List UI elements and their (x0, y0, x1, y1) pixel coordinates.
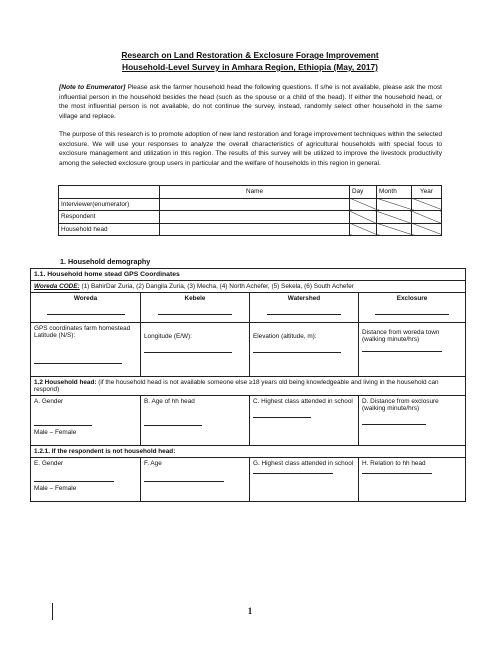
elevation-input[interactable] (253, 352, 341, 353)
header-day: Day (350, 186, 377, 199)
resp-age-label: F. Age (144, 460, 162, 467)
watershed-input[interactable] (267, 314, 341, 315)
hh-head-text: (if the household head is not available someone else ≥18 years old being knowledgeable and living in the household can respond) (34, 379, 439, 393)
resp-gender-cell (31, 458, 141, 502)
longitude-cell (141, 323, 250, 377)
interview-table (58, 185, 442, 236)
kebele-header: Kebele (184, 295, 206, 302)
hh-head-label: 1.2 Household head: (34, 379, 97, 386)
name-field[interactable] (160, 198, 350, 211)
age-label: B. Age of hh head (144, 398, 195, 405)
header-year: Year (412, 186, 442, 199)
distance-exclosure-label: D. Distance from exclosure (walking minute/hrs) (362, 398, 439, 412)
woreda-header: Woreda (73, 295, 98, 302)
elevation-cell (250, 323, 359, 377)
latitude-label: GPS coordinates farm homestead Latitude (N/S): (34, 325, 131, 339)
relation-input[interactable] (362, 473, 432, 474)
class-input[interactable] (253, 417, 311, 418)
distance-exclosure-cell (359, 396, 466, 446)
section-1-heading: 1. Household demography (60, 257, 151, 266)
note-text: Please ask the farmer household head the following questions. If s/he is not available, please ask the most influential person in the household besides the head (such as the spouse or a child of the head). If either the household head, or the most influential person is not available, do not continue the survey, instead, randomly select other household in the same village and replace. (59, 84, 443, 120)
interview-row-interviewer (59, 198, 442, 211)
age-cell (141, 396, 250, 446)
note-label: [Note to Enumerator] (59, 84, 126, 91)
page-number: 1 (247, 606, 253, 616)
distance-exclosure-input[interactable] (362, 424, 426, 425)
respondent-title: 1.2.1. If the respondent is not household head: (31, 446, 466, 458)
kebele-input[interactable] (158, 314, 232, 315)
title-line-2: Household-Level Survey in Amhara Region, Ethiopia (May, 2017) (122, 62, 378, 72)
woreda-cell (31, 293, 141, 323)
hh-head-row (31, 377, 466, 396)
row-label: Household head (59, 223, 160, 236)
distance-town-cell (359, 323, 466, 377)
woreda-code-text: (1) BahirDar Zuria, (2) Dangila Zuria, (3) Mecha, (4) North Achefer, (5) Sekela, (6) South Achefer (79, 283, 354, 290)
gender-input[interactable] (34, 425, 92, 426)
gender-cell (31, 396, 141, 446)
row-label: Interviewer(enumerator) (59, 198, 160, 211)
resp-age-cell (141, 458, 250, 502)
watershed-header: Watershed (287, 295, 321, 302)
longitude-input[interactable] (144, 352, 232, 353)
header-month: Month (377, 186, 412, 199)
male-female-option[interactable]: Male – Female (34, 429, 77, 436)
interview-row-household-head (59, 223, 442, 236)
relation-cell (359, 458, 466, 502)
male-female-option-2[interactable]: Male – Female (34, 485, 77, 492)
month-field[interactable] (377, 223, 412, 236)
exclosure-header: Exclosure (396, 295, 428, 302)
resp-gender-input[interactable] (34, 481, 114, 482)
age-input[interactable] (144, 425, 202, 426)
resp-gender-label: E. Gender (34, 460, 64, 467)
header-blank (59, 186, 160, 199)
kebele-cell (141, 293, 250, 323)
title-line-1: Research on Land Restoration & Exclosure Forage Improvement (121, 50, 379, 60)
day-field[interactable] (350, 211, 377, 224)
gender-label: A. Gender (34, 398, 64, 405)
resp-class-cell (250, 458, 359, 502)
resp-class-input[interactable] (253, 473, 333, 474)
exclosure-cell (359, 293, 466, 323)
day-field[interactable] (350, 223, 377, 236)
longitude-label: Longitude (E/W): (144, 333, 192, 340)
interview-header-row (59, 186, 442, 199)
distance-town-label: Distance from woreda town (walking minute/hrs) (362, 329, 440, 343)
enumerator-note (59, 83, 442, 121)
woreda-input[interactable] (47, 314, 125, 315)
relation-label: H. Relation to hh head (362, 460, 426, 467)
resp-class-label: G. Highest class attended in school (253, 460, 354, 467)
distance-town-input[interactable] (362, 351, 442, 352)
year-field[interactable] (412, 198, 442, 211)
latitude-input[interactable] (34, 363, 122, 364)
name-field[interactable] (160, 211, 350, 224)
purpose-paragraph: The purpose of this research is to promote adoption of new land restoration and forage improvement techniques within the selected exclosure. We will use your responses to analyze the overall characteristics of agricultural households with special focus to exclosure management and utilization in this region. The results of this survey will be utilized to improve the livestock productivity among the selected exclosure group users in particular and the welfare of households in this region in general. (59, 131, 442, 167)
watershed-cell (250, 293, 359, 323)
exclosure-input[interactable] (375, 314, 449, 315)
name-field[interactable] (160, 223, 350, 236)
row-label: Respondent (59, 211, 160, 224)
year-field[interactable] (412, 223, 442, 236)
demography-table (30, 268, 466, 502)
woreda-code-row (31, 281, 466, 293)
latitude-cell (31, 323, 141, 377)
interview-row-respondent (59, 211, 442, 224)
resp-age-input[interactable] (144, 481, 224, 482)
gps-title: 1.1. Household home stead GPS Coordinates (31, 269, 466, 281)
header-name: Name (160, 186, 350, 199)
class-label: C. Highest class attended in school (253, 398, 353, 405)
day-field[interactable] (350, 198, 377, 211)
class-cell (250, 396, 359, 446)
woreda-code-label: Woreda CODE: (34, 283, 80, 290)
month-field[interactable] (377, 211, 412, 224)
elevation-label: Elevation (altitude, m): (253, 333, 317, 340)
year-field[interactable] (412, 211, 442, 224)
month-field[interactable] (377, 198, 412, 211)
